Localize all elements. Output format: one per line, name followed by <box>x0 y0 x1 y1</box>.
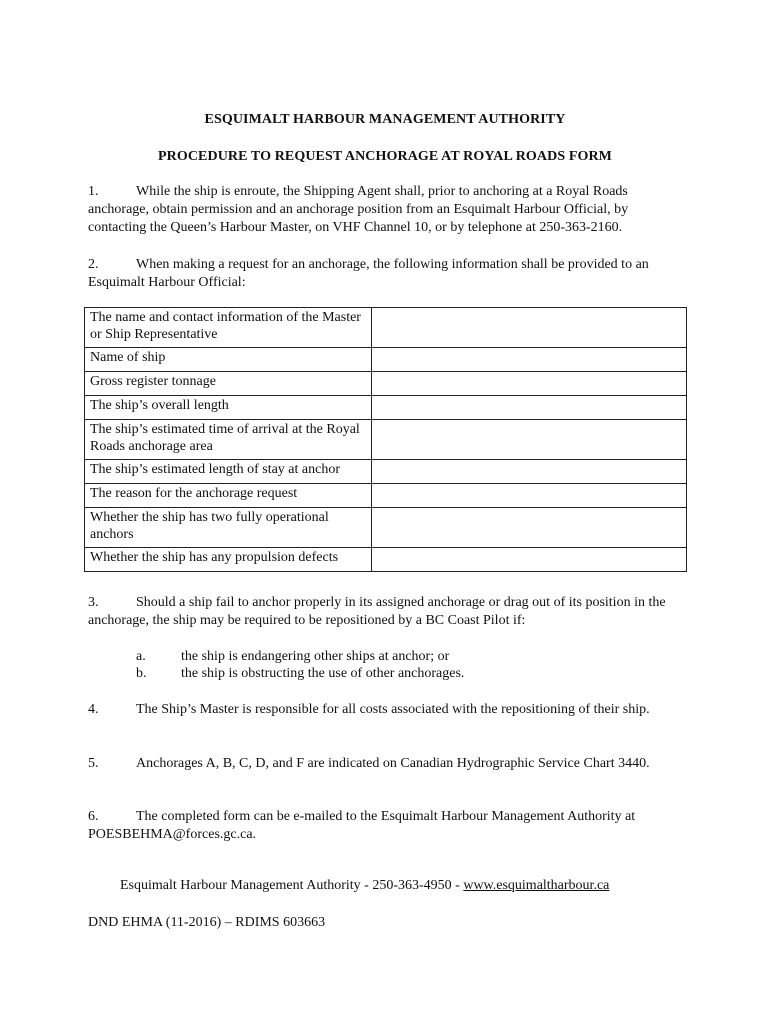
paragraph-text: The completed form can be e-mailed to the Esquimalt Harbour Management Authority at POESBEHMA@forces.gc.ca. <box>88 809 636 842</box>
paragraph-number: 2. <box>88 257 99 272</box>
paragraph-5 <box>88 755 688 773</box>
row-value-field[interactable] <box>372 372 687 396</box>
paragraph-number: 3. <box>88 595 99 610</box>
paragraph-text: Should a ship fail to anchor properly in its assigned anchorage or drag out of its position in the anchorage, the ship may be required to be repositioned by a BC Coast Pilot if: <box>88 595 666 628</box>
page-subtitle: PROCEDURE TO REQUEST ANCHORAGE AT ROYAL ROADS FORM <box>158 149 612 164</box>
row-value-field[interactable] <box>372 396 687 420</box>
website-link[interactable]: www.esquimaltharbour.ca <box>463 878 610 893</box>
row-label: Whether the ship has two fully operational anchors <box>85 508 372 548</box>
row-value-field[interactable] <box>372 508 687 548</box>
row-value-field[interactable] <box>372 484 687 508</box>
list-item-letter: b. <box>136 666 147 681</box>
page-title: ESQUIMALT HARBOUR MANAGEMENT AUTHORITY <box>204 112 566 127</box>
row-label: The ship’s estimated time of arrival at the Royal Roads anchorage area <box>85 420 372 460</box>
table-row <box>85 396 687 420</box>
paragraph-number: 6. <box>88 809 99 824</box>
table-row <box>85 484 687 508</box>
table-row <box>85 460 687 484</box>
row-value-field[interactable] <box>372 308 687 348</box>
row-label: The ship’s estimated length of stay at anchor <box>85 460 372 484</box>
row-label: Whether the ship has any propulsion defects <box>85 548 372 572</box>
list-item-text: the ship is obstructing the use of other anchorages. <box>181 666 465 681</box>
list-item <box>136 648 449 666</box>
row-label: The ship’s overall length <box>85 396 372 420</box>
paragraph-text: Anchorages A, B, C, D, and F are indicated on Canadian Hydrographic Service Chart 3440. <box>136 756 650 771</box>
row-value-field[interactable] <box>372 548 687 572</box>
table-row <box>85 308 687 348</box>
paragraph-text: The Ship’s Master is responsible for all costs associated with the repositioning of their ship. <box>136 702 650 717</box>
list-item-text: the ship is endangering other ships at anchor; or <box>181 649 450 664</box>
paragraph-6 <box>88 808 688 844</box>
table-row <box>85 372 687 396</box>
paragraph-number: 4. <box>88 702 99 717</box>
footer-text: Esquimalt Harbour Management Authority - 250-363-4950 - <box>120 878 464 893</box>
anchorage-info-table <box>84 307 687 572</box>
list-item-letter: a. <box>136 649 146 664</box>
paragraph-number: 5. <box>88 756 99 771</box>
row-label: Gross register tonnage <box>85 372 372 396</box>
row-label: The reason for the anchorage request <box>85 484 372 508</box>
row-label: The name and contact information of the Master or Ship Representative <box>85 308 372 348</box>
row-value-field[interactable] <box>372 460 687 484</box>
table-row <box>85 508 687 548</box>
paragraph-text: When making a request for an anchorage, the following information shall be provided to an Esquimalt Harbour Official: <box>88 257 649 290</box>
paragraph-4 <box>88 701 688 719</box>
row-value-field[interactable] <box>372 348 687 372</box>
row-label: Name of ship <box>85 348 372 372</box>
table-row <box>85 548 687 572</box>
document-id: DND EHMA (11-2016) – RDIMS 603663 <box>88 915 326 930</box>
table-row <box>85 420 687 460</box>
row-value-field[interactable] <box>372 420 687 460</box>
table-row <box>85 348 687 372</box>
paragraph-text: While the ship is enroute, the Shipping Agent shall, prior to anchoring at a Royal Roads anchorage, obtain permission and an anchorage position from an Esquimalt Harbour Official, by contacting the Queen’s Harbour Master, on VHF Channel 10, or by telephone at 250-363-2160. <box>88 184 629 235</box>
footer-contact <box>120 878 609 894</box>
paragraph-2 <box>88 256 688 292</box>
paragraph-1 <box>88 183 688 237</box>
paragraph-number: 1. <box>88 184 99 199</box>
list-item <box>136 665 464 683</box>
paragraph-3 <box>88 594 688 630</box>
